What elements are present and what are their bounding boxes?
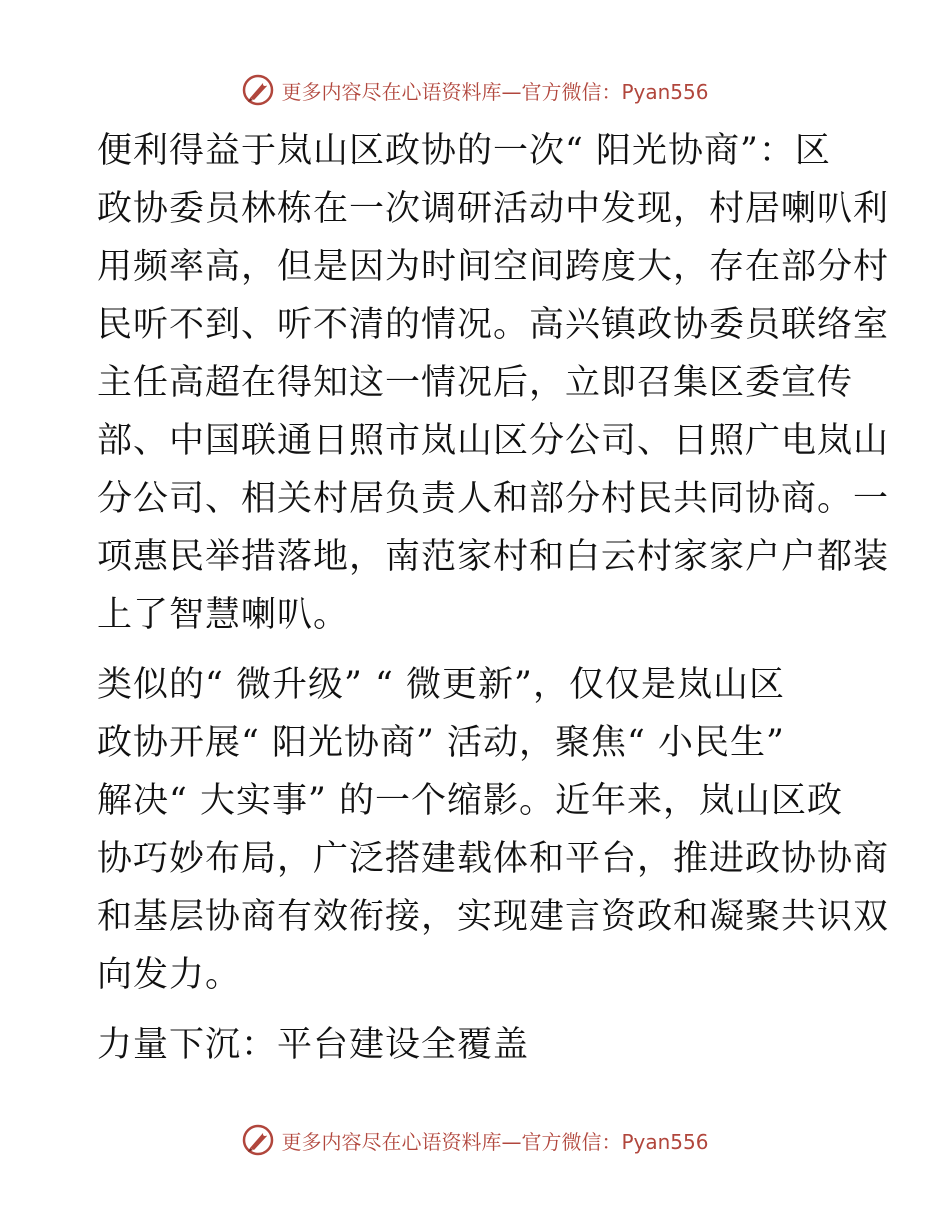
header-banner-text: 更多内容尽在心语资料库—官方微信：Pyan556	[281, 79, 709, 104]
text-line: 政协委员林栋在一次调研活动中发现，村居喇叭利	[97, 189, 890, 229]
paragraph-2	[97, 656, 890, 1004]
text-line: 分公司、相关村居负责人和部分村民共同协商。一	[97, 479, 890, 519]
text-line: 类似的“ 微升级” “ 微更新”，仅仅是岚山区	[97, 665, 785, 705]
text-line: 用频率高，但是因为时间空间跨度大，存在部分村	[97, 247, 890, 287]
text-line: 和基层协商有效衔接，实现建言资政和凝聚共识双	[97, 897, 890, 937]
text-line: 上了智慧喇叭。	[97, 595, 350, 635]
paragraph-1	[97, 122, 890, 644]
text-line: 项惠民举措落地，南范家村和白云村家家户户都装	[97, 537, 890, 577]
text-line: 向发力。	[97, 955, 242, 995]
pen-logo-icon	[241, 73, 275, 107]
text-line: 部、中国联通日照市岚山区分公司、日照广电岚山	[97, 421, 890, 461]
text-line: 力量下沉：平台建设全覆盖	[97, 1025, 530, 1065]
section-heading	[97, 1016, 857, 1074]
header-banner	[0, 70, 950, 110]
footer-banner-text: 更多内容尽在心语资料库—官方微信：Pyan556	[281, 1129, 709, 1154]
text-line: 解决“ 大实事” 的一个缩影。近年来，岚山区政	[97, 781, 844, 821]
text-line: 民听不到、听不清的情况。高兴镇政协委员联络室	[97, 305, 890, 345]
text-line: 便利得益于岚山区政协的一次“ 阳光协商”：区	[97, 131, 831, 171]
text-line: 政协开展“ 阳光协商” 活动，聚焦“ 小民生”	[97, 723, 785, 763]
footer-banner	[0, 1120, 950, 1160]
text-line: 协巧妙布局，广泛搭建载体和平台，推进政协协商	[97, 839, 890, 879]
document-body	[97, 122, 890, 1074]
text-line: 主任高超在得知这一情况后，立即召集区委宣传	[97, 363, 854, 403]
pen-logo-icon	[241, 1123, 275, 1157]
